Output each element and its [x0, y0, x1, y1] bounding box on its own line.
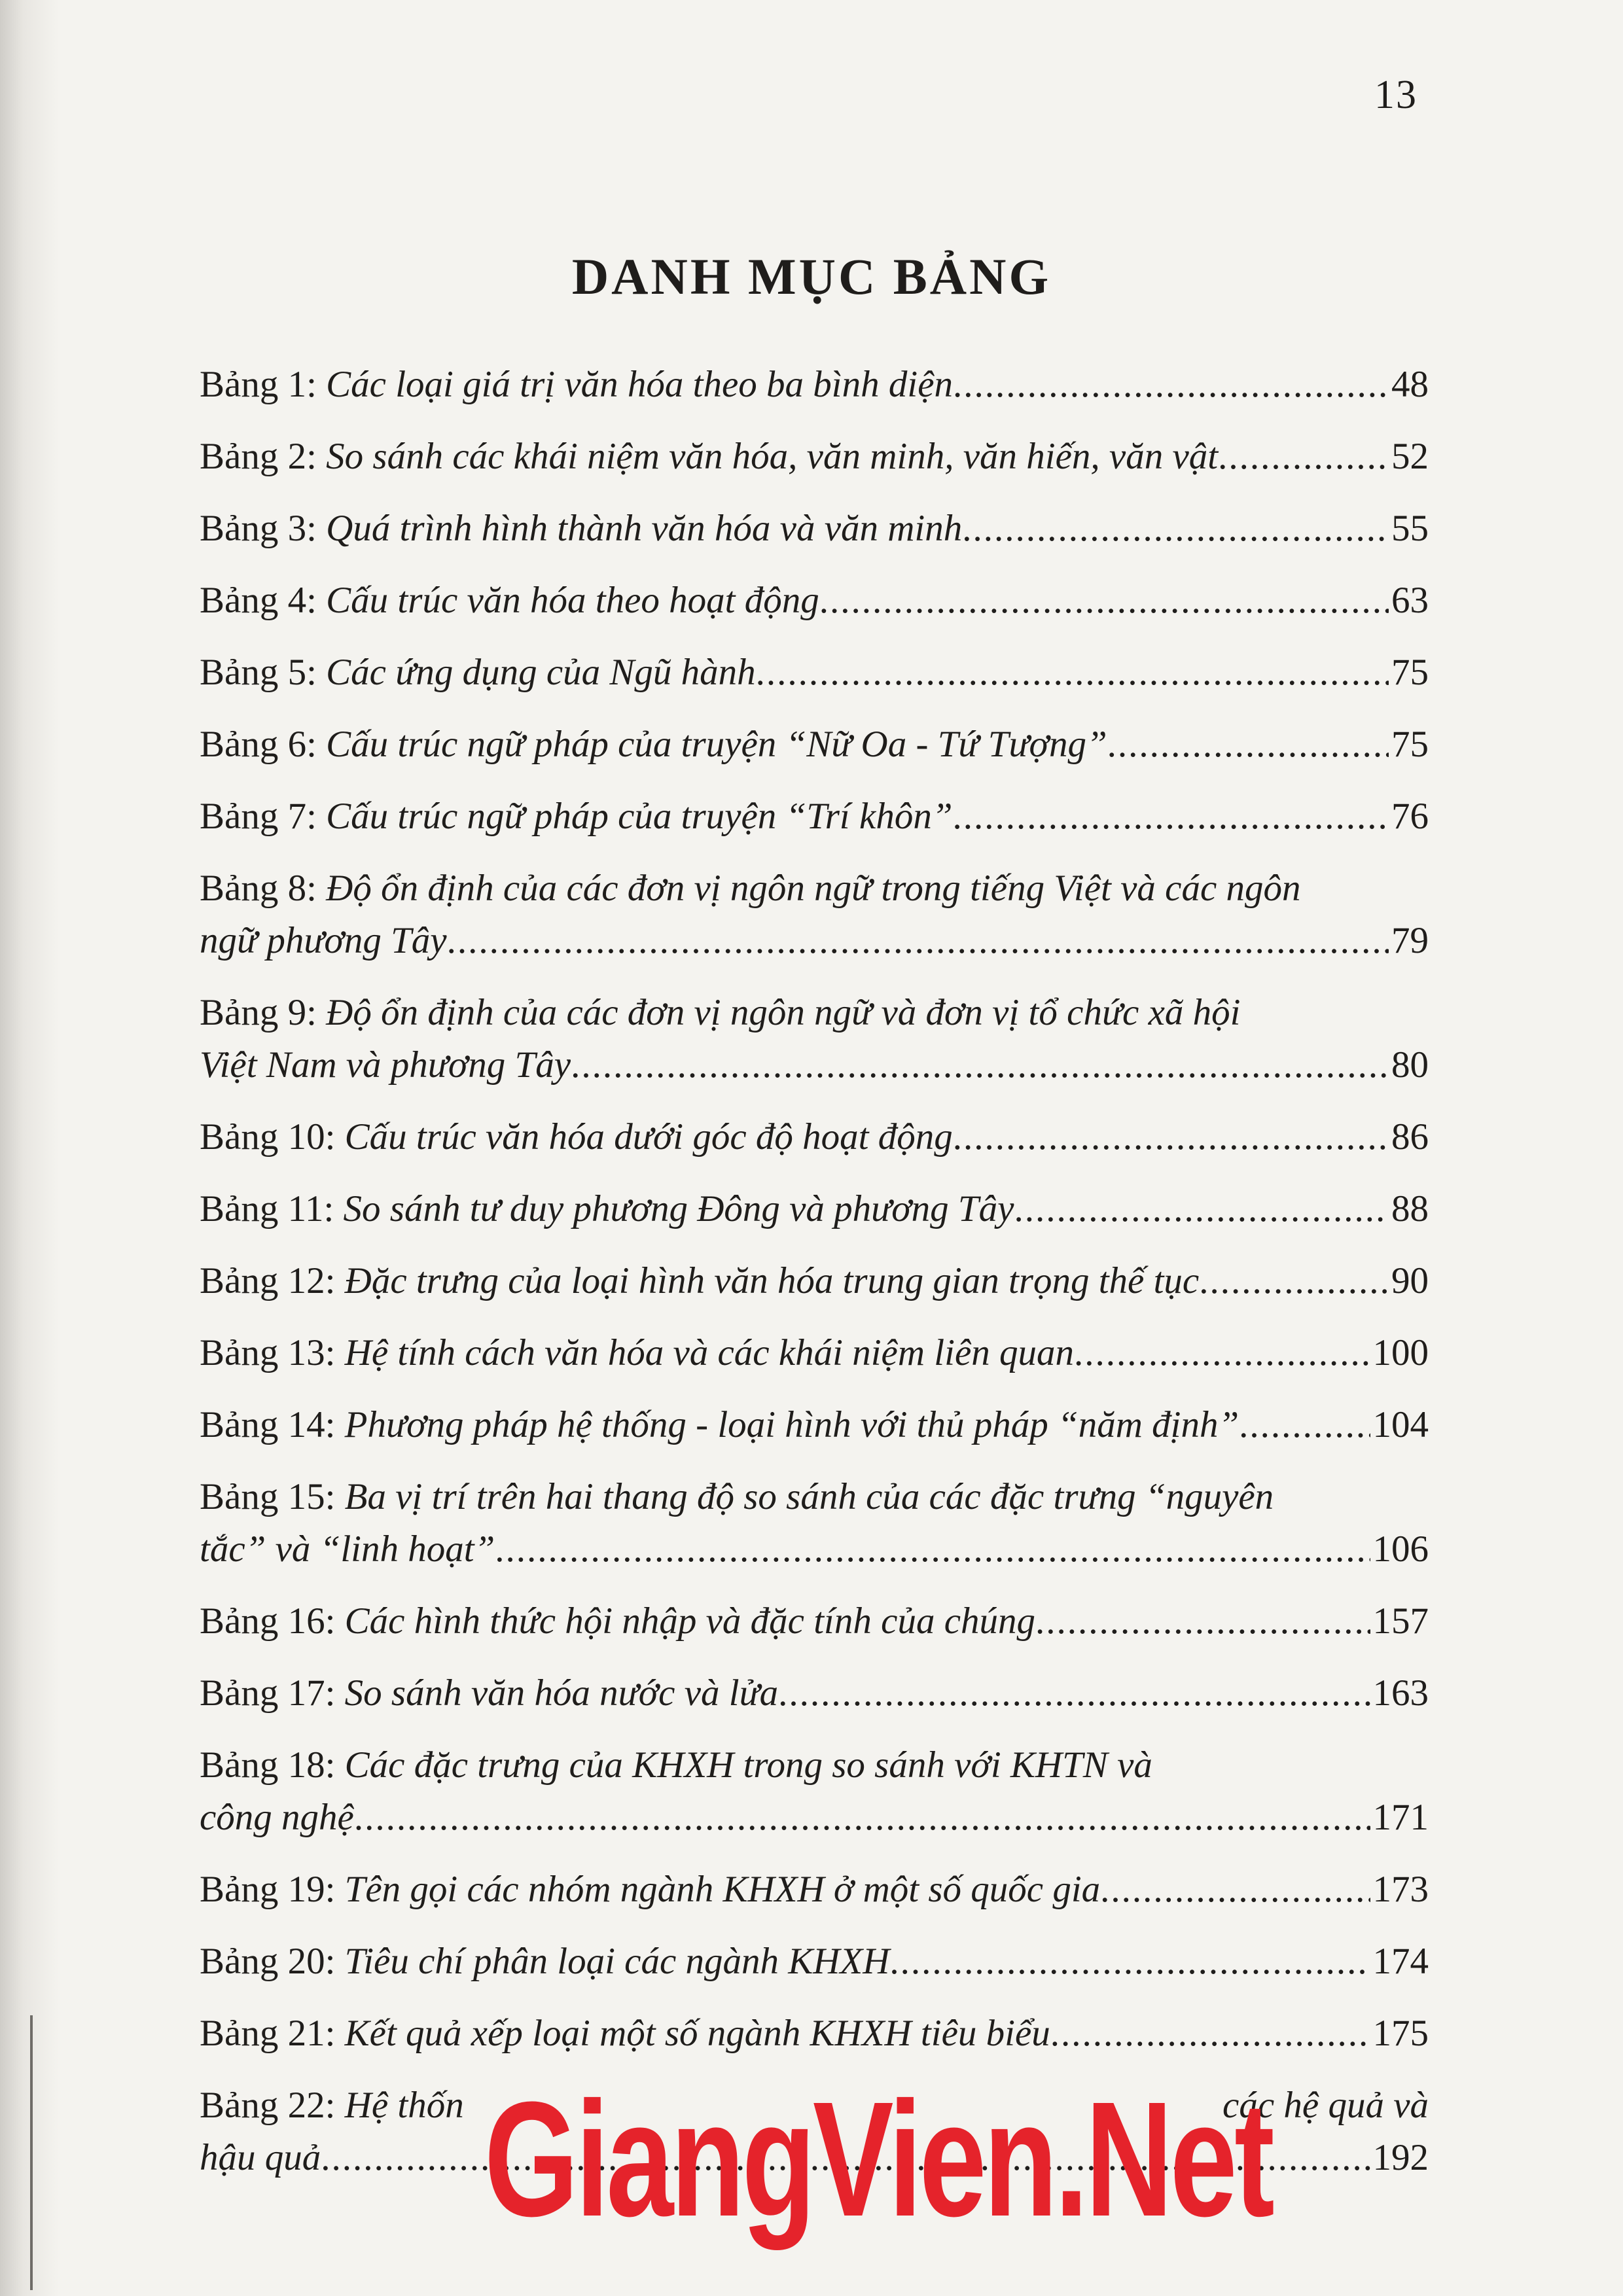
entry-label: Bảng 9:	[200, 992, 317, 1033]
toc-entry-14[interactable]	[200, 1399, 1429, 1451]
entry-title: Tên gọi các nhóm ngành KHXH ở một số quốc gia	[344, 1869, 1101, 1910]
entry-label: Bảng 11:	[200, 1188, 334, 1229]
toc-entry-20[interactable]	[200, 1935, 1429, 1988]
entry-title: Độ ổn định của các đơn vị ngôn ngữ trong tiếng Việt và các ngôn	[326, 868, 1301, 909]
entry-page: 173	[1372, 1869, 1429, 1910]
entry-label: Bảng 2:	[200, 436, 317, 477]
toc-entry-4[interactable]	[200, 574, 1429, 627]
toc-entry-13[interactable]	[200, 1327, 1429, 1379]
entry-page: 79	[1391, 920, 1429, 961]
toc-entry-18[interactable]	[200, 1739, 1429, 1844]
toc-entry-6[interactable]	[200, 718, 1429, 771]
dot-leader	[1239, 1399, 1370, 1451]
toc-entry-16[interactable]	[200, 1595, 1429, 1648]
toc-entry-12[interactable]	[200, 1255, 1429, 1307]
entry-label: Bảng 15:	[200, 1476, 336, 1517]
entry-page: 63	[1391, 580, 1429, 621]
dot-leader	[1050, 2007, 1370, 2060]
entry-page: 88	[1391, 1188, 1429, 1229]
dot-leader	[962, 503, 1389, 555]
entry-title-continued: công nghệ	[200, 1797, 354, 1838]
entry-page: 55	[1391, 508, 1429, 549]
entry-page: 175	[1372, 2013, 1429, 2054]
entry-label: Bảng 7:	[200, 796, 317, 837]
dot-leader	[1074, 1327, 1370, 1379]
entry-label: Bảng 1:	[200, 364, 317, 405]
entry-title: Cấu trúc ngữ pháp của truyện “Trí khôn”	[326, 796, 953, 837]
dot-leader	[889, 1935, 1370, 1988]
entry-label: Bảng 10:	[200, 1116, 336, 1157]
entry-title-continued: ngữ phương Tây	[200, 920, 447, 961]
entry-page: 76	[1391, 796, 1429, 837]
entry-label: Bảng 4:	[200, 580, 317, 621]
entry-page: 163	[1372, 1672, 1429, 1714]
entry-label: Bảng 6:	[200, 724, 317, 765]
entry-page: 192	[1372, 2137, 1429, 2178]
entry-page: 106	[1372, 1528, 1429, 1570]
entry-label: Bảng 17:	[200, 1672, 336, 1714]
toc-entry-3[interactable]	[200, 503, 1429, 555]
dot-leader	[756, 646, 1389, 699]
entry-title: Độ ổn định của các đơn vị ngôn ngữ và đơn vị tổ chức xã hội	[326, 992, 1241, 1033]
entry-page: 80	[1391, 1044, 1429, 1086]
toc-entry-8[interactable]	[200, 862, 1429, 967]
entry-title-tail: các hệ quả và	[1222, 2085, 1429, 2126]
entry-title-continued: hậu quả	[200, 2137, 321, 2178]
entry-label: Bảng 14:	[200, 1404, 336, 1445]
entry-page: 174	[1372, 1941, 1429, 1982]
entry-page: 171	[1372, 1797, 1429, 1838]
dot-leader	[447, 915, 1389, 967]
watermark-logo: GiangVien.Net	[484, 2068, 1272, 2250]
toc-entry-5[interactable]	[200, 646, 1429, 699]
entry-title-continued: tắc” và “linh hoạt”	[200, 1528, 495, 1570]
entry-title: Các loại giá trị văn hóa theo ba bình diện	[326, 364, 953, 405]
entry-title: Các đặc trưng của KHXH trong so sánh với KHTN và	[344, 1744, 1152, 1786]
dot-leader	[953, 790, 1389, 843]
dot-leader	[1107, 718, 1389, 771]
dot-leader	[778, 1667, 1370, 1720]
page-binding-shadow	[0, 0, 59, 2296]
toc-entry-9[interactable]	[200, 987, 1429, 1091]
entry-title: Tiêu chí phân loại các ngành KHXH	[344, 1941, 890, 1982]
dot-leader	[1218, 431, 1389, 483]
entry-page: 100	[1372, 1332, 1429, 1373]
page-number: 13	[1374, 73, 1418, 117]
toc-entry-11[interactable]	[200, 1183, 1429, 1235]
entry-title: Ba vị trí trên hai thang độ so sánh của các đặc trưng “nguyên	[344, 1476, 1274, 1517]
toc-entry-10[interactable]	[200, 1111, 1429, 1163]
entry-page: 157	[1372, 1600, 1429, 1642]
entry-page: 86	[1391, 1116, 1429, 1157]
entry-label: Bảng 19:	[200, 1869, 336, 1910]
entry-title: So sánh tư duy phương Đông và phương Tây	[343, 1188, 1014, 1229]
entry-page: 104	[1372, 1404, 1429, 1445]
toc-entry-15[interactable]	[200, 1471, 1429, 1576]
entry-page: 52	[1391, 436, 1429, 477]
entry-label: Bảng 13:	[200, 1332, 336, 1373]
entry-label: Bảng 21:	[200, 2013, 336, 2054]
toc-entry-21[interactable]	[200, 2007, 1429, 2060]
entry-title: Cấu trúc văn hóa dưới góc độ hoạt động	[344, 1116, 953, 1157]
entry-title: So sánh văn hóa nước và lửa	[344, 1672, 779, 1714]
dot-leader	[571, 1039, 1389, 1091]
entry-label: Bảng 20:	[200, 1941, 336, 1982]
entry-title: Cấu trúc ngữ pháp của truyện “Nữ Oa - Tứ Tượng”	[326, 724, 1107, 765]
entry-title-continued: Việt Nam và phương Tây	[200, 1044, 571, 1086]
toc-entry-17[interactable]	[200, 1667, 1429, 1720]
page-edge-line	[30, 2015, 33, 2290]
dot-leader	[819, 574, 1389, 627]
dot-leader	[1100, 1863, 1370, 1916]
dot-leader	[953, 359, 1389, 411]
dot-leader	[354, 1792, 1370, 1844]
toc-entry-1[interactable]	[200, 359, 1429, 411]
entry-title: Các ứng dụng của Ngũ hành	[326, 652, 756, 693]
dot-leader	[1035, 1595, 1370, 1648]
page-title: DANH MỤC BẢNG	[571, 248, 1052, 305]
entry-title: Đặc trưng của loại hình văn hóa trung gian trọng thế tục	[344, 1260, 1200, 1301]
entry-title: Phương pháp hệ thống - loại hình với thủ pháp “năm định”	[344, 1404, 1240, 1445]
dot-leader	[495, 1523, 1370, 1576]
entry-label: Bảng 3:	[200, 508, 317, 549]
entry-title: Kết quả xếp loại một số ngành KHXH tiêu biểu	[344, 2013, 1050, 2054]
entry-page: 75	[1391, 724, 1429, 765]
dot-leader	[1199, 1255, 1389, 1307]
entry-page: 90	[1391, 1260, 1429, 1301]
entry-page: 75	[1391, 652, 1429, 693]
entry-label: Bảng 5:	[200, 652, 317, 693]
entry-title: So sánh các khái niệm văn hóa, văn minh, văn hiến, văn vật	[326, 436, 1219, 477]
entry-label: Bảng 16:	[200, 1600, 336, 1642]
dot-leader	[1014, 1183, 1389, 1235]
entry-title: Hệ thốn	[344, 2085, 464, 2126]
table-list	[200, 359, 1429, 2204]
entry-title: Các hình thức hội nhập và đặc tính của chúng	[344, 1600, 1035, 1642]
entry-label: Bảng 12:	[200, 1260, 336, 1301]
entry-label: Bảng 8:	[200, 868, 317, 909]
toc-entry-7[interactable]	[200, 790, 1429, 843]
toc-entry-2[interactable]	[200, 431, 1429, 483]
entry-label: Bảng 22:	[200, 2085, 336, 2126]
entry-label: Bảng 18:	[200, 1744, 336, 1786]
entry-title: Hệ tính cách văn hóa và các khái niệm liên quan	[344, 1332, 1074, 1373]
entry-title: Cấu trúc văn hóa theo hoạt động	[326, 580, 819, 621]
toc-entry-19[interactable]	[200, 1863, 1429, 1916]
entry-title: Quá trình hình thành văn hóa và văn minh	[326, 508, 963, 549]
dot-leader	[953, 1111, 1389, 1163]
entry-page: 48	[1391, 364, 1429, 405]
